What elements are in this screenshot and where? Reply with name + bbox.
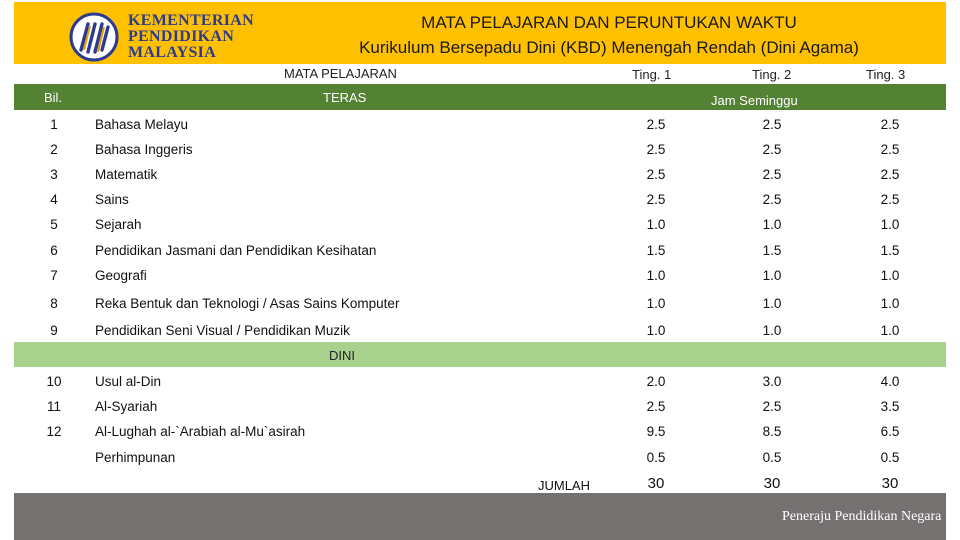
hours-ting1: 1.0 — [646, 268, 666, 283]
subject-name: Pendidikan Seni Visual / Pendidikan Muzik — [95, 323, 350, 338]
subject-name: Perhimpunan — [95, 450, 176, 465]
hours-ting3: 1.5 — [880, 243, 900, 258]
hours-ting3: 2.5 — [880, 192, 900, 207]
subject-name: Sains — [95, 192, 129, 207]
hours-ting3: 1.0 — [880, 268, 900, 283]
subject-name: Geografi — [95, 268, 147, 283]
hours-ting1: 2.5 — [646, 192, 666, 207]
hours-ting1: 1.5 — [646, 243, 666, 258]
hours-ting1: 1.0 — [646, 296, 666, 311]
dini-section-label: DINI — [329, 348, 355, 363]
row-number: 11 — [46, 399, 61, 414]
row-number: 6 — [50, 243, 58, 258]
hours-ting1: 2.0 — [646, 374, 666, 389]
hours-ting2: 0.5 — [762, 450, 782, 465]
hours-ting3: 2.5 — [880, 142, 900, 157]
subject-name: Al-Syariah — [95, 399, 158, 414]
hours-ting1: 2.5 — [646, 167, 666, 182]
hours-ting3: 4.0 — [880, 374, 900, 389]
hours-ting2: 1.0 — [762, 296, 782, 311]
table-row — [14, 187, 946, 212]
logo-line-3: MALAYSIA — [128, 44, 217, 61]
logo-line-2: PENDIDIKAN — [128, 28, 235, 45]
hours-ting1: 2.5 — [646, 399, 666, 414]
total-ting3: 30 — [881, 475, 899, 492]
hours-ting2: 2.5 — [762, 167, 782, 182]
subject-name: Bahasa Inggeris — [95, 142, 193, 157]
subject-name: Al-Lughah al-`Arabiah al-Mu`asirah — [95, 424, 306, 439]
subject-name: Reka Bentuk dan Teknologi / Asas Sains Komputer — [95, 296, 400, 311]
hours-ting2: 2.5 — [762, 399, 782, 414]
total-ting1: 30 — [647, 475, 665, 492]
hours-ting1: 2.5 — [646, 142, 666, 157]
hours-ting2: 8.5 — [762, 424, 782, 439]
logo-line-1: KEMENTERIAN — [128, 12, 254, 29]
subject-name: Sejarah — [95, 217, 142, 232]
row-number: 12 — [46, 424, 62, 439]
page-subtitle: Kurikulum Bersepadu Dini (KBD) Menengah Rendah (Dini Agama) — [359, 38, 859, 57]
column-header-mata-pelajaran: MATA PELAJARAN — [284, 66, 397, 81]
table-row — [14, 137, 946, 162]
row-number: 9 — [50, 323, 58, 338]
table-row — [14, 419, 946, 444]
hours-ting2: 1.5 — [762, 243, 782, 258]
table-row — [14, 318, 946, 343]
row-number: 5 — [50, 217, 58, 232]
row-number: 4 — [50, 192, 58, 207]
hours-ting2: 1.0 — [762, 268, 782, 283]
table-row — [14, 112, 946, 137]
table-row — [14, 291, 946, 316]
teras-section-band — [14, 84, 946, 110]
teras-section-label: TERAS — [323, 90, 367, 105]
row-number: 8 — [50, 296, 58, 311]
hours-ting2: 1.0 — [762, 323, 782, 338]
hours-ting1: 2.5 — [646, 117, 666, 132]
hours-ting3: 2.5 — [880, 167, 900, 182]
subject-name: Pendidikan Jasmani dan Pendidikan Kesihatan — [95, 243, 377, 258]
hours-ting3: 1.0 — [880, 217, 900, 232]
table-row — [14, 238, 946, 263]
hours-ting2: 2.5 — [762, 142, 782, 157]
subject-name: Usul al-Din — [95, 374, 162, 389]
ministry-emblem-icon — [68, 12, 120, 62]
hours-ting1: 9.5 — [646, 424, 666, 439]
hours-ting2: 1.0 — [762, 217, 782, 232]
hours-ting2: 2.5 — [762, 192, 782, 207]
table-row — [14, 212, 946, 237]
table-row — [14, 445, 946, 470]
hours-ting1: 0.5 — [646, 450, 666, 465]
table-row — [14, 162, 946, 187]
row-number: 7 — [50, 268, 58, 283]
column-header-bil: Bil. — [44, 90, 63, 105]
total-ting2: 30 — [763, 475, 781, 492]
ministry-logo — [68, 12, 258, 62]
column-header-ting3: Ting. 3 — [866, 67, 906, 82]
jam-seminggu-label: Jam Seminggu — [711, 93, 798, 108]
page-title: MATA PELAJARAN DAN PERUNTUKAN WAKTU — [421, 13, 797, 32]
row-number: 10 — [46, 374, 62, 389]
hours-ting3: 2.5 — [880, 117, 900, 132]
hours-ting3: 0.5 — [880, 450, 900, 465]
logo-wordmark — [128, 13, 254, 61]
subject-name: Bahasa Melayu — [95, 117, 189, 132]
table-row — [14, 263, 946, 288]
hours-ting3: 6.5 — [880, 424, 900, 439]
hours-ting1: 1.0 — [646, 323, 666, 338]
hours-ting2: 3.0 — [762, 374, 782, 389]
hours-ting1: 1.0 — [646, 217, 666, 232]
hours-ting3: 1.0 — [880, 323, 900, 338]
column-header-ting1: Ting. 1 — [632, 67, 672, 82]
row-number: 3 — [50, 167, 58, 182]
footer-bar — [14, 493, 946, 540]
total-label: JUMLAH — [537, 478, 590, 493]
row-number: 1 — [50, 117, 58, 132]
hours-ting3: 1.0 — [880, 296, 900, 311]
dini-section-band — [14, 342, 946, 367]
subject-name: Matematik — [95, 167, 158, 182]
footer-tagline: Peneraju Pendidikan Negara — [782, 509, 942, 524]
table-row — [14, 394, 946, 419]
hours-ting2: 2.5 — [762, 117, 782, 132]
row-number: 2 — [50, 142, 58, 157]
table-row — [14, 369, 946, 394]
hours-ting3: 3.5 — [880, 399, 900, 414]
column-header-ting2: Ting. 2 — [752, 67, 792, 82]
page-header — [14, 2, 946, 64]
